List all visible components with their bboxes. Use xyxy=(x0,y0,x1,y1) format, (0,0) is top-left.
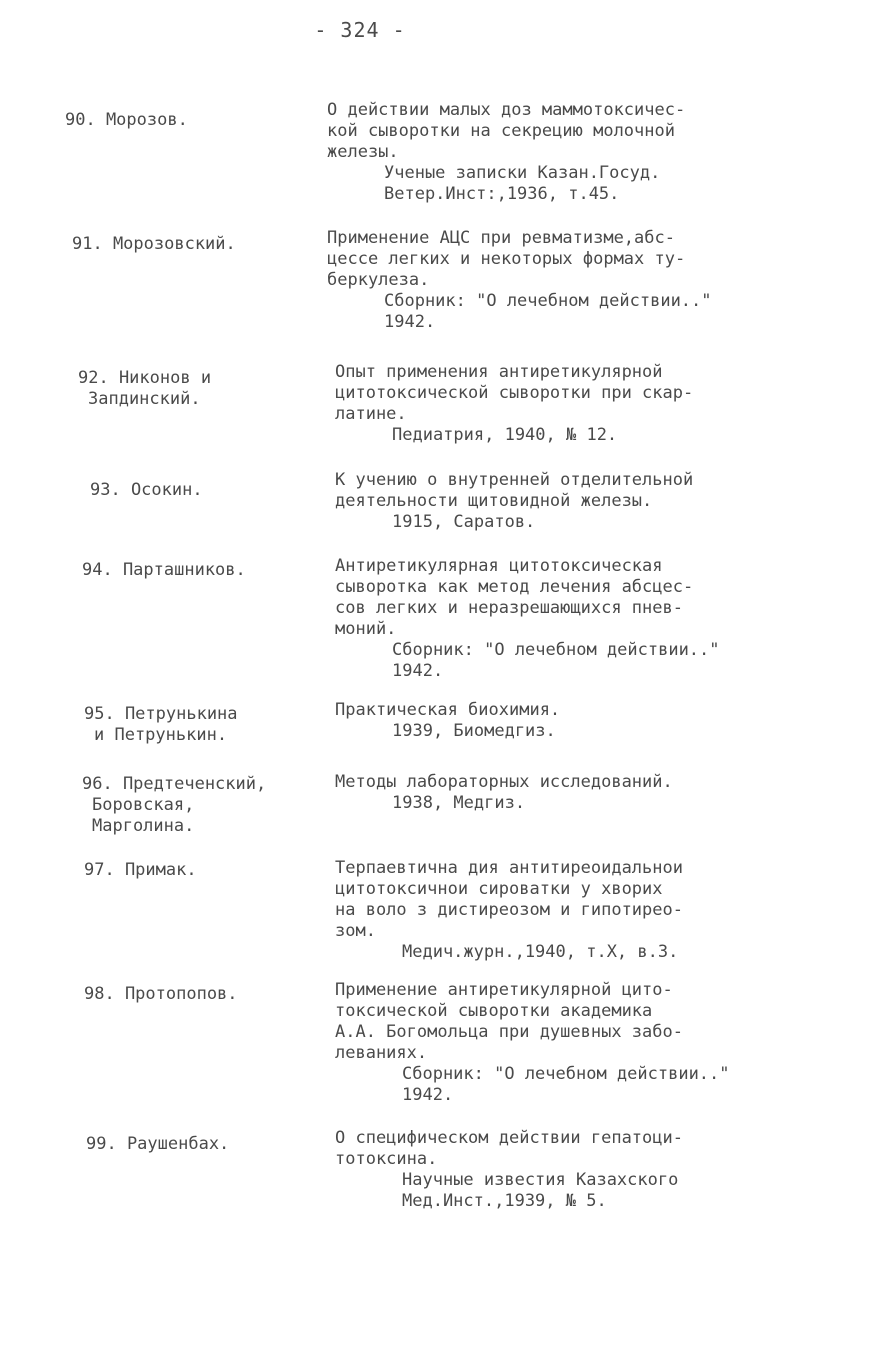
source-line: 1915, Саратов. xyxy=(392,512,536,532)
source-line: Мед.Инст.,1939, № 5. xyxy=(402,1191,607,1211)
title-line: беркулеза. xyxy=(327,270,430,290)
source-line: 1938, Медгиз. xyxy=(392,793,526,813)
author-line: Запдинский. xyxy=(88,389,201,409)
source-line: 1942. xyxy=(402,1085,454,1105)
title-line: О специфическом действии гепатоци- xyxy=(335,1128,683,1148)
source-line: 1942. xyxy=(392,661,444,681)
author-line: 98. Протопопов. xyxy=(84,984,238,1004)
title-line: моний. xyxy=(335,619,397,639)
source-line: Педиатрия, 1940, № 12. xyxy=(392,425,618,445)
author-line: 91. Морозовский. xyxy=(72,234,236,254)
entry-author xyxy=(84,984,238,1005)
title-line: Методы лабораторных исследований. xyxy=(335,772,673,792)
entry-content xyxy=(335,470,693,533)
title-line: цессе легких и некоторых формах ту- xyxy=(327,249,686,269)
source-line: Научные известия Казахского xyxy=(402,1170,679,1190)
source-line: Сборник: "О лечебном действии.." xyxy=(384,291,712,311)
title-line: Антиретикулярная цитотоксическая xyxy=(335,556,663,576)
author-line: 97. Примак. xyxy=(84,860,197,880)
title-line: О действии малых доз маммотоксичес- xyxy=(327,100,686,120)
author-line: 92. Никонов и xyxy=(78,368,212,388)
title-line: деятельности щитовидной железы. xyxy=(335,491,653,511)
author-line: 93. Осокин. xyxy=(90,480,203,500)
source-line: Сборник: "О лечебном действии.." xyxy=(402,1064,730,1084)
title-line: зом. xyxy=(335,921,376,941)
entry-author xyxy=(86,1134,229,1155)
author-line: 90. Морозов. xyxy=(65,110,188,130)
entry-content xyxy=(335,980,730,1106)
entry-content xyxy=(335,1128,683,1212)
source-line: 1939, Биомедгиз. xyxy=(392,721,556,741)
entry-content xyxy=(335,858,683,963)
entry-author xyxy=(65,110,188,131)
title-line: Применение антиретикулярной цито- xyxy=(335,980,673,1000)
entry-content xyxy=(335,772,673,814)
title-line: железы. xyxy=(327,142,399,162)
title-line: К учению о внутренней отделительной xyxy=(335,470,694,490)
entry-author xyxy=(84,704,238,746)
author-line: 94. Парташников. xyxy=(82,560,246,580)
entry-author xyxy=(82,560,246,581)
title-line: цитотоксической сыворотки при скар- xyxy=(335,383,694,403)
title-line: Терпаевтична дия антитиреоидальнои xyxy=(335,858,683,878)
title-line: Опыт применения антиретикулярной xyxy=(335,362,663,382)
title-line: Применение АЦС при ревматизме,абс- xyxy=(327,228,675,248)
title-line: А.А. Богомольца при душевных забо- xyxy=(335,1022,683,1042)
title-line: на воло з дистиреозом и гипотиреo- xyxy=(335,900,683,920)
entry-content xyxy=(335,700,560,742)
source-line: Ученые записки Казан.Госуд. xyxy=(384,163,661,183)
entry-author xyxy=(72,234,236,255)
entry-author xyxy=(90,480,203,501)
author-line: 96. Предтеченский, xyxy=(82,774,267,794)
title-line: тотоксина. xyxy=(335,1149,438,1169)
title-line: сыворотка как метод лечения абсцес- xyxy=(335,577,694,597)
title-line: кой сыворотки на секрецию молочной xyxy=(327,121,675,141)
entry-author xyxy=(84,860,197,881)
page-number: - 324 - xyxy=(314,18,406,42)
entry-content xyxy=(335,556,720,682)
author-line: и Петрунькин. xyxy=(94,725,228,745)
title-line: цитотоксичнои сироватки у хворих xyxy=(335,879,663,899)
source-line: Сборник: "О лечебном действии.." xyxy=(392,640,720,660)
title-line: леваниях. xyxy=(335,1043,428,1063)
source-line: Медич.журн.,1940, т.Х, в.3. xyxy=(402,942,679,962)
entry-author xyxy=(82,774,266,837)
entry-content xyxy=(327,228,712,333)
title-line: токсической сыворотки академика xyxy=(335,1001,653,1021)
source-line: Ветер.Инст:,1936, т.45. xyxy=(384,184,620,204)
title-line: Практическая биохимия. xyxy=(335,700,561,720)
author-line: Марголина. xyxy=(92,816,195,836)
source-line: 1942. xyxy=(384,312,436,332)
title-line: латине. xyxy=(335,404,407,424)
title-line: сов легких и неразрешающихся пнев- xyxy=(335,598,683,618)
author-line: 95. Петрунькина xyxy=(84,704,238,724)
author-line: Боровская, xyxy=(92,795,195,815)
entry-author xyxy=(78,368,211,410)
entry-content xyxy=(327,100,685,205)
entry-content xyxy=(335,362,693,446)
author-line: 99. Раушенбах. xyxy=(86,1134,230,1154)
